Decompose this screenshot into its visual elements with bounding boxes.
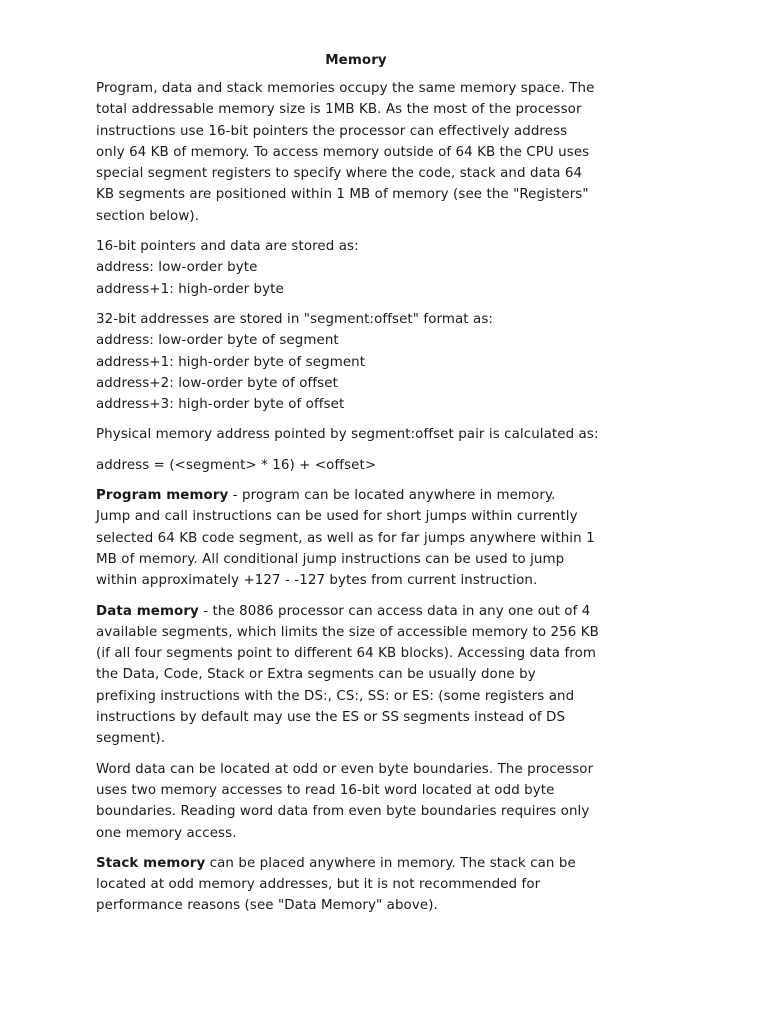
- text-line: (if all four segments point to different 64 KB blocks). Accessing data from: [96, 646, 597, 662]
- text-line: available segments, which limits the size of accessible memory to 256 KB: [96, 624, 599, 640]
- text-line: 32-bit addresses are stored in "segment:offset" format as:: [96, 311, 494, 327]
- text-line: address+1: high-order byte of segment: [96, 354, 366, 370]
- word-data-paragraph: [96, 759, 616, 844]
- data-memory-paragraph: [96, 601, 616, 750]
- text-line: 16-bit pointers and data are stored as:: [96, 239, 359, 255]
- text-line: instructions use 16-bit pointers the processor can effectively address: [96, 123, 568, 139]
- text-line: performance reasons (see "Data Memory" above).: [96, 898, 438, 914]
- program-memory-paragraph: [96, 485, 616, 591]
- text-line: Jump and call instructions can be used for short jumps within currently: [96, 509, 578, 525]
- text-line: Word data can be located at odd or even byte boundaries. The processor: [96, 761, 594, 777]
- intro-paragraph: [96, 78, 616, 227]
- text-fragment: - the 8086 processor can access data in any one out of 4: [198, 603, 591, 619]
- stack-memory-paragraph: [96, 853, 616, 917]
- text-line: [96, 485, 616, 506]
- text-line: Physical memory address pointed by segment:offset pair is calculated as:: [96, 427, 599, 443]
- text-line: MB of memory. All conditional jump instructions can be used to jump: [96, 551, 565, 567]
- text-line: located at odd memory addresses, but it is not recommended for: [96, 877, 541, 893]
- text-line: one memory access.: [96, 825, 237, 841]
- text-fragment: can be placed anywhere in memory. The stack can be: [205, 855, 576, 871]
- text-line: address+3: high-order byte of offset: [96, 397, 345, 413]
- text-line: Program, data and stack memories occupy the same memory space. The: [96, 81, 595, 96]
- page-title: Memory: [325, 53, 387, 68]
- text-line: address+2: low-order byte of offset: [96, 375, 338, 391]
- text-line: [96, 853, 616, 874]
- text-line: instructions by default may use the ES or SS segments instead of DS: [96, 710, 566, 726]
- stack-memory-heading: Stack memory: [96, 855, 206, 871]
- text-line: uses two memory accesses to read 16-bit word located at odd byte: [96, 782, 555, 798]
- text-line: total addressable memory size is 1MB KB. As the most of the processor: [96, 102, 582, 118]
- text-line: within approximately +127 - -127 bytes from current instruction.: [96, 573, 538, 589]
- text-line: address+1: high-order byte: [96, 281, 284, 297]
- text-line: prefixing instructions with the DS:, CS:, SS: or ES: (some registers and: [96, 688, 575, 704]
- program-memory-heading: Program memory: [96, 488, 229, 504]
- physical-address-paragraph: [96, 424, 616, 445]
- text-line: address: low-order byte: [96, 260, 258, 276]
- text-line: KB segments are positioned within 1 MB of memory (see the "Registers": [96, 187, 589, 203]
- data-memory-heading: Data memory: [96, 603, 199, 619]
- pointers-16bit-paragraph: [96, 236, 616, 300]
- text-line: section below).: [96, 208, 200, 224]
- text-line: selected 64 KB code segment, as well as for far jumps anywhere within 1: [96, 530, 595, 546]
- text-line: address: low-order byte of segment: [96, 333, 339, 349]
- text-fragment: - program can be located anywhere in memory.: [228, 488, 556, 504]
- text-line: the Data, Code, Stack or Extra segments can be usually done by: [96, 667, 536, 683]
- text-line: boundaries. Reading word data from even byte boundaries requires only: [96, 804, 590, 820]
- text-line: segment).: [96, 731, 166, 747]
- text-line: special segment registers to specify where the code, stack and data 64: [96, 166, 583, 182]
- document-body: [96, 50, 616, 926]
- addresses-32bit-paragraph: [96, 309, 616, 415]
- text-line: only 64 KB of memory. To access memory outside of 64 KB the CPU uses: [96, 144, 590, 160]
- address-formula: address = (<segment> * 16) + <offset>: [96, 457, 377, 473]
- formula-paragraph: [96, 455, 616, 476]
- text-line: [96, 601, 616, 622]
